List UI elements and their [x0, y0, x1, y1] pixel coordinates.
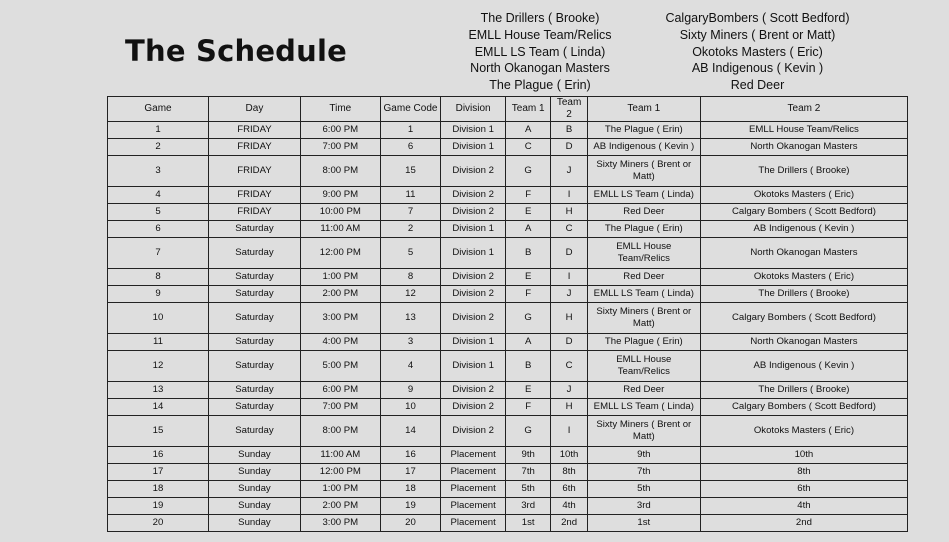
cell-division: Division 1: [441, 139, 506, 156]
cell-team2-name: Calgary Bombers ( Scott Bedford): [700, 303, 907, 334]
cell-team2-name: The Drillers ( Brooke): [700, 286, 907, 303]
cell-game: 10: [108, 303, 209, 334]
cell-division: Division 2: [441, 382, 506, 399]
cell-team1-code: 5th: [505, 481, 550, 498]
cell-team2-code: 6th: [551, 481, 587, 498]
cell-team2-name: The Drillers ( Brooke): [700, 382, 907, 399]
cell-day: Saturday: [209, 221, 301, 238]
cell-team1-name: 3rd: [587, 498, 700, 515]
cell-team2-name: 6th: [700, 481, 907, 498]
cell-day: Sunday: [209, 447, 301, 464]
cell-division: Division 2: [441, 156, 506, 187]
table-row: [108, 286, 908, 303]
cell-team2-code: D: [551, 334, 587, 351]
cell-team2-code: I: [551, 269, 587, 286]
cell-day: Saturday: [209, 382, 301, 399]
cell-team2-code: B: [551, 122, 587, 139]
cell-team1-name: The Plague ( Erin): [587, 221, 700, 238]
cell-game: 18: [108, 481, 209, 498]
cell-game: 14: [108, 399, 209, 416]
cell-game: 4: [108, 187, 209, 204]
cell-team1-name: AB Indigenous ( Kevin ): [587, 139, 700, 156]
cell-team2-name: 4th: [700, 498, 907, 515]
cell-team2-name: North Okanogan Masters: [700, 334, 907, 351]
cell-team1-code: G: [505, 303, 550, 334]
team-name: North Okanogan Masters: [470, 61, 610, 76]
cell-team2-code: J: [551, 286, 587, 303]
cell-team1-name: EMLL House Team/Relics: [587, 351, 700, 382]
column-header-team1-name: Team 1: [587, 97, 700, 122]
column-header-team2-name: Team 2: [700, 97, 907, 122]
cell-team1-code: F: [505, 286, 550, 303]
cell-team1-name: Red Deer: [587, 204, 700, 221]
cell-game: 17: [108, 464, 209, 481]
cell-game-code: 1: [380, 122, 441, 139]
cell-day: Saturday: [209, 238, 301, 269]
table-row: [108, 269, 908, 286]
cell-time: 6:00 PM: [300, 122, 380, 139]
cell-team1-name: 1st: [587, 515, 700, 532]
cell-team2-code: C: [551, 221, 587, 238]
cell-day: Sunday: [209, 515, 301, 532]
cell-division: Division 1: [441, 122, 506, 139]
cell-game: 3: [108, 156, 209, 187]
table-row: [108, 498, 908, 515]
cell-team1-code: A: [505, 334, 550, 351]
cell-division: Placement: [441, 447, 506, 464]
table-row: [108, 122, 908, 139]
cell-game-code: 3: [380, 334, 441, 351]
cell-team1-code: E: [505, 382, 550, 399]
cell-division: Placement: [441, 481, 506, 498]
cell-time: 2:00 PM: [300, 286, 380, 303]
cell-team1-name: Sixty Miners ( Brent or Matt): [587, 156, 700, 187]
schedule-body: [108, 122, 908, 532]
cell-team1-name: Red Deer: [587, 382, 700, 399]
cell-division: Division 1: [441, 334, 506, 351]
cell-team1-name: 5th: [587, 481, 700, 498]
cell-game-code: 9: [380, 382, 441, 399]
cell-team2-name: 10th: [700, 447, 907, 464]
cell-day: FRIDAY: [209, 122, 301, 139]
cell-team2-code: I: [551, 187, 587, 204]
cell-game-code: 15: [380, 156, 441, 187]
cell-team2-name: Calgary Bombers ( Scott Bedford): [700, 204, 907, 221]
cell-team2-name: EMLL House Team/Relics: [700, 122, 907, 139]
cell-time: 11:00 AM: [300, 447, 380, 464]
column-header-game-code: Game Code: [380, 97, 441, 122]
cell-team1-code: G: [505, 156, 550, 187]
cell-team1-name: EMLL House Team/Relics: [587, 238, 700, 269]
cell-team2-code: D: [551, 139, 587, 156]
table-row: [108, 399, 908, 416]
table-row: [108, 334, 908, 351]
cell-game-code: 8: [380, 269, 441, 286]
cell-team1-code: 7th: [505, 464, 550, 481]
cell-game-code: 5: [380, 238, 441, 269]
team-name: The Plague ( Erin): [489, 78, 591, 93]
column-header-game: Game: [108, 97, 209, 122]
table-row: [108, 515, 908, 532]
table-row: [108, 156, 908, 187]
cell-game-code: 16: [380, 447, 441, 464]
cell-team2-name: AB Indigenous ( Kevin ): [700, 221, 907, 238]
team-list-left: [445, 10, 635, 94]
column-header-time: Time: [300, 97, 380, 122]
table-row: [108, 416, 908, 447]
cell-team2-name: North Okanogan Masters: [700, 139, 907, 156]
cell-team1-code: 9th: [505, 447, 550, 464]
table-row: [108, 139, 908, 156]
table-row: [108, 303, 908, 334]
cell-time: 6:00 PM: [300, 382, 380, 399]
cell-division: Division 2: [441, 187, 506, 204]
cell-team2-name: Okotoks Masters ( Eric): [700, 416, 907, 447]
cell-time: 10:00 PM: [300, 204, 380, 221]
cell-game-code: 6: [380, 139, 441, 156]
cell-team1-name: EMLL LS Team ( Linda): [587, 286, 700, 303]
cell-team2-code: 10th: [551, 447, 587, 464]
cell-game-code: 18: [380, 481, 441, 498]
cell-time: 3:00 PM: [300, 303, 380, 334]
cell-day: Saturday: [209, 303, 301, 334]
cell-day: Saturday: [209, 286, 301, 303]
cell-time: 2:00 PM: [300, 498, 380, 515]
cell-day: Saturday: [209, 351, 301, 382]
team-name: CalgaryBombers ( Scott Bedford): [665, 11, 850, 25]
cell-day: Saturday: [209, 416, 301, 447]
cell-division: Division 1: [441, 221, 506, 238]
cell-division: Division 2: [441, 286, 506, 303]
cell-time: 3:00 PM: [300, 515, 380, 532]
cell-game-code: 2: [380, 221, 441, 238]
cell-team2-name: The Drillers ( Brooke): [700, 156, 907, 187]
cell-team1-code: C: [505, 139, 550, 156]
table-row: [108, 481, 908, 498]
team-list-right: [650, 10, 865, 94]
cell-game: 2: [108, 139, 209, 156]
cell-team2-code: 4th: [551, 498, 587, 515]
cell-day: FRIDAY: [209, 156, 301, 187]
cell-time: 7:00 PM: [300, 139, 380, 156]
cell-game-code: 13: [380, 303, 441, 334]
cell-team2-name: Okotoks Masters ( Eric): [700, 269, 907, 286]
table-header-row: [108, 97, 908, 122]
table-row: [108, 238, 908, 269]
cell-division: Division 1: [441, 238, 506, 269]
cell-team1-name: EMLL LS Team ( Linda): [587, 187, 700, 204]
cell-team1-code: E: [505, 204, 550, 221]
cell-division: Division 2: [441, 399, 506, 416]
cell-time: 8:00 PM: [300, 156, 380, 187]
cell-team1-name: The Plague ( Erin): [587, 334, 700, 351]
cell-game-code: 19: [380, 498, 441, 515]
column-header-team1-code: Team 1: [505, 97, 550, 122]
cell-team1-code: E: [505, 269, 550, 286]
cell-day: FRIDAY: [209, 204, 301, 221]
cell-game: 5: [108, 204, 209, 221]
cell-day: Saturday: [209, 269, 301, 286]
cell-day: FRIDAY: [209, 139, 301, 156]
cell-team2-name: 2nd: [700, 515, 907, 532]
cell-team1-code: F: [505, 399, 550, 416]
cell-day: Saturday: [209, 399, 301, 416]
team-name: Red Deer: [730, 78, 785, 93]
cell-team2-code: J: [551, 156, 587, 187]
cell-team1-code: A: [505, 221, 550, 238]
cell-game-code: 20: [380, 515, 441, 532]
cell-team2-code: I: [551, 416, 587, 447]
cell-game: 16: [108, 447, 209, 464]
cell-game: 15: [108, 416, 209, 447]
cell-team1-code: B: [505, 238, 550, 269]
cell-team2-name: AB Indigenous ( Kevin ): [700, 351, 907, 382]
cell-game-code: 12: [380, 286, 441, 303]
cell-game: 19: [108, 498, 209, 515]
table-row: [108, 204, 908, 221]
cell-game: 7: [108, 238, 209, 269]
cell-game-code: 10: [380, 399, 441, 416]
cell-game: 9: [108, 286, 209, 303]
table-row: [108, 221, 908, 238]
table-row: [108, 382, 908, 399]
cell-division: Placement: [441, 515, 506, 532]
cell-game-code: 4: [380, 351, 441, 382]
cell-day: Saturday: [209, 334, 301, 351]
cell-time: 11:00 AM: [300, 221, 380, 238]
cell-time: 9:00 PM: [300, 187, 380, 204]
cell-team2-name: North Okanogan Masters: [700, 238, 907, 269]
cell-time: 8:00 PM: [300, 416, 380, 447]
cell-team1-code: 3rd: [505, 498, 550, 515]
table-row: [108, 447, 908, 464]
cell-team1-code: A: [505, 122, 550, 139]
cell-day: Sunday: [209, 481, 301, 498]
cell-team2-code: 8th: [551, 464, 587, 481]
cell-team2-name: Calgary Bombers ( Scott Bedford): [700, 399, 907, 416]
column-header-division: Division: [441, 97, 506, 122]
cell-team2-code: J: [551, 382, 587, 399]
cell-team2-code: 2nd: [551, 515, 587, 532]
cell-division: Division 2: [441, 269, 506, 286]
cell-team1-code: G: [505, 416, 550, 447]
column-header-team2-code: Team 2: [551, 97, 587, 122]
cell-game: 12: [108, 351, 209, 382]
cell-team1-name: The Plague ( Erin): [587, 122, 700, 139]
cell-game-code: 11: [380, 187, 441, 204]
cell-team2-code: D: [551, 238, 587, 269]
team-name: Okotoks Masters ( Eric): [692, 44, 823, 59]
cell-team2-name: Okotoks Masters ( Eric): [700, 187, 907, 204]
cell-team1-name: Sixty Miners ( Brent or Matt): [587, 303, 700, 334]
cell-game: 6: [108, 221, 209, 238]
cell-day: FRIDAY: [209, 187, 301, 204]
team-name: AB Indigenous ( Kevin ): [691, 61, 824, 76]
team-name: Sixty Miners ( Brent or Matt): [679, 27, 836, 42]
cell-team1-name: Red Deer: [587, 269, 700, 286]
cell-division: Placement: [441, 498, 506, 515]
cell-game: 8: [108, 269, 209, 286]
cell-team2-name: 8th: [700, 464, 907, 481]
cell-time: 4:00 PM: [300, 334, 380, 351]
cell-division: Division 2: [441, 204, 506, 221]
cell-team1-name: Sixty Miners ( Brent or Matt): [587, 416, 700, 447]
cell-division: Division 1: [441, 351, 506, 382]
cell-team2-code: C: [551, 351, 587, 382]
cell-game: 13: [108, 382, 209, 399]
cell-time: 1:00 PM: [300, 481, 380, 498]
cell-team1-code: B: [505, 351, 550, 382]
cell-time: 5:00 PM: [300, 351, 380, 382]
page-title: The Schedule: [125, 34, 347, 68]
cell-time: 1:00 PM: [300, 269, 380, 286]
team-name: The Drillers ( Brooke): [480, 11, 600, 25]
cell-division: Placement: [441, 464, 506, 481]
cell-team2-code: H: [551, 399, 587, 416]
cell-team2-code: H: [551, 303, 587, 334]
cell-team1-code: 1st: [505, 515, 550, 532]
team-name: EMLL House Team/Relics: [468, 27, 612, 42]
cell-game-code: 14: [380, 416, 441, 447]
cell-division: Division 2: [441, 416, 506, 447]
cell-division: Division 2: [441, 303, 506, 334]
cell-game: 11: [108, 334, 209, 351]
table-row: [108, 351, 908, 382]
cell-time: 12:00 PM: [300, 464, 380, 481]
cell-game: 1: [108, 122, 209, 139]
cell-team1-name: 7th: [587, 464, 700, 481]
cell-team2-code: H: [551, 204, 587, 221]
cell-time: 12:00 PM: [300, 238, 380, 269]
schedule-table: [107, 96, 908, 532]
cell-day: Sunday: [209, 498, 301, 515]
cell-team1-name: 9th: [587, 447, 700, 464]
table-row: [108, 464, 908, 481]
team-name: EMLL LS Team ( Linda): [474, 44, 606, 59]
cell-team1-code: F: [505, 187, 550, 204]
cell-game: 20: [108, 515, 209, 532]
table-row: [108, 187, 908, 204]
column-header-day: Day: [209, 97, 301, 122]
cell-game-code: 7: [380, 204, 441, 221]
cell-game-code: 17: [380, 464, 441, 481]
cell-time: 7:00 PM: [300, 399, 380, 416]
cell-day: Sunday: [209, 464, 301, 481]
cell-team1-name: EMLL LS Team ( Linda): [587, 399, 700, 416]
